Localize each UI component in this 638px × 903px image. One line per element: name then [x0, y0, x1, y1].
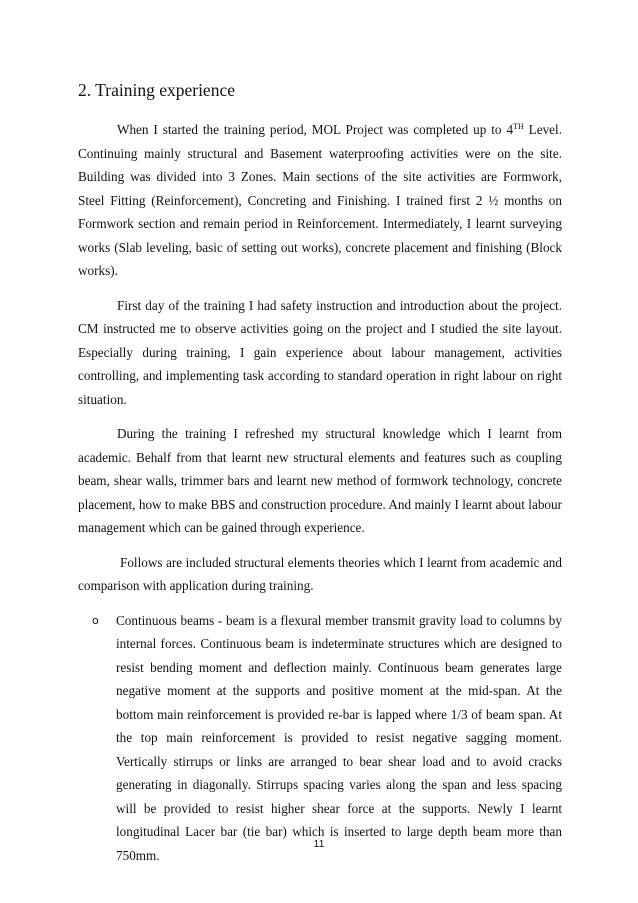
paragraph-first-day: First day of the training I had safety instruction and introduction about the project. CM instructed me to observe activities going on the project and I studied the site layout. Especially during training, I gain experience about labour management, activities controlling, and implementing task according to standard operation in right labour on right situation. — [78, 297, 562, 407]
bullet-circle-icon: o — [92, 613, 99, 627]
bullet-list — [78, 609, 562, 868]
paragraph-structural-knowledge: During the training I refreshed my structural knowledge which I learnt from academic. Behalf from that learnt new structural elements and features such as coupling beam, shear walls, trimmer bars and learnt new method of formwork technology, concrete placement, how to make BBS and construction procedure. And mainly I learnt about labour management which can be gained through experience. — [78, 426, 562, 535]
document-body — [78, 118, 562, 867]
paragraph-follows: Follows are included structural elements theories which I learnt from academic and comparison with application during training. — [78, 554, 562, 593]
paragraph-text: When I started the training period, MOL Project was completed up to 4 — [117, 122, 514, 137]
page-number: 11 — [313, 838, 325, 850]
bullet-text: Continuous beams - beam is a flexural member transmit gravity load to columns by internal forces. Continuous beam is indeterminate structures which are designed to resist bending moment and deflection mainly. Continuous beam generates large negative moment at the supports and positive moment at the mid-span. At the bottom main reinforcement is provided re-bar is lapped where 1/3 of beam span. At the top main reinforcement is provided to resist negative sagging moment. Vertically stirrups or links are arranged to bear shear load and to avoid cracks generating in diagonally. Stirrups spacing varies along the span and less spacing will be provided to resist higher shear force at the supports. Newly I learnt longitudinal Lacer bar (tie bar) which is inserted to large depth beam more than 750mm. — [116, 612, 562, 863]
section-heading: 2. Training experience — [78, 80, 235, 100]
paragraph-training-start — [78, 118, 562, 283]
list-item — [78, 609, 562, 868]
paragraph-text: Level. Continuing mainly structural and Basement waterproofing activities were on the site. Building was divided into 3 Zones. Main sections of the site activities are Formwork, Steel Fitting (Reinforcement), Concreting and Finishing. I trained first 2 ½ months on Formwork section and remain period in Reinforcement. Intermediately, I learnt surveying works (Slab leveling, basic of setting out works), concrete placement and finishing (Block works). — [78, 122, 562, 278]
superscript-th: TH — [513, 122, 524, 131]
